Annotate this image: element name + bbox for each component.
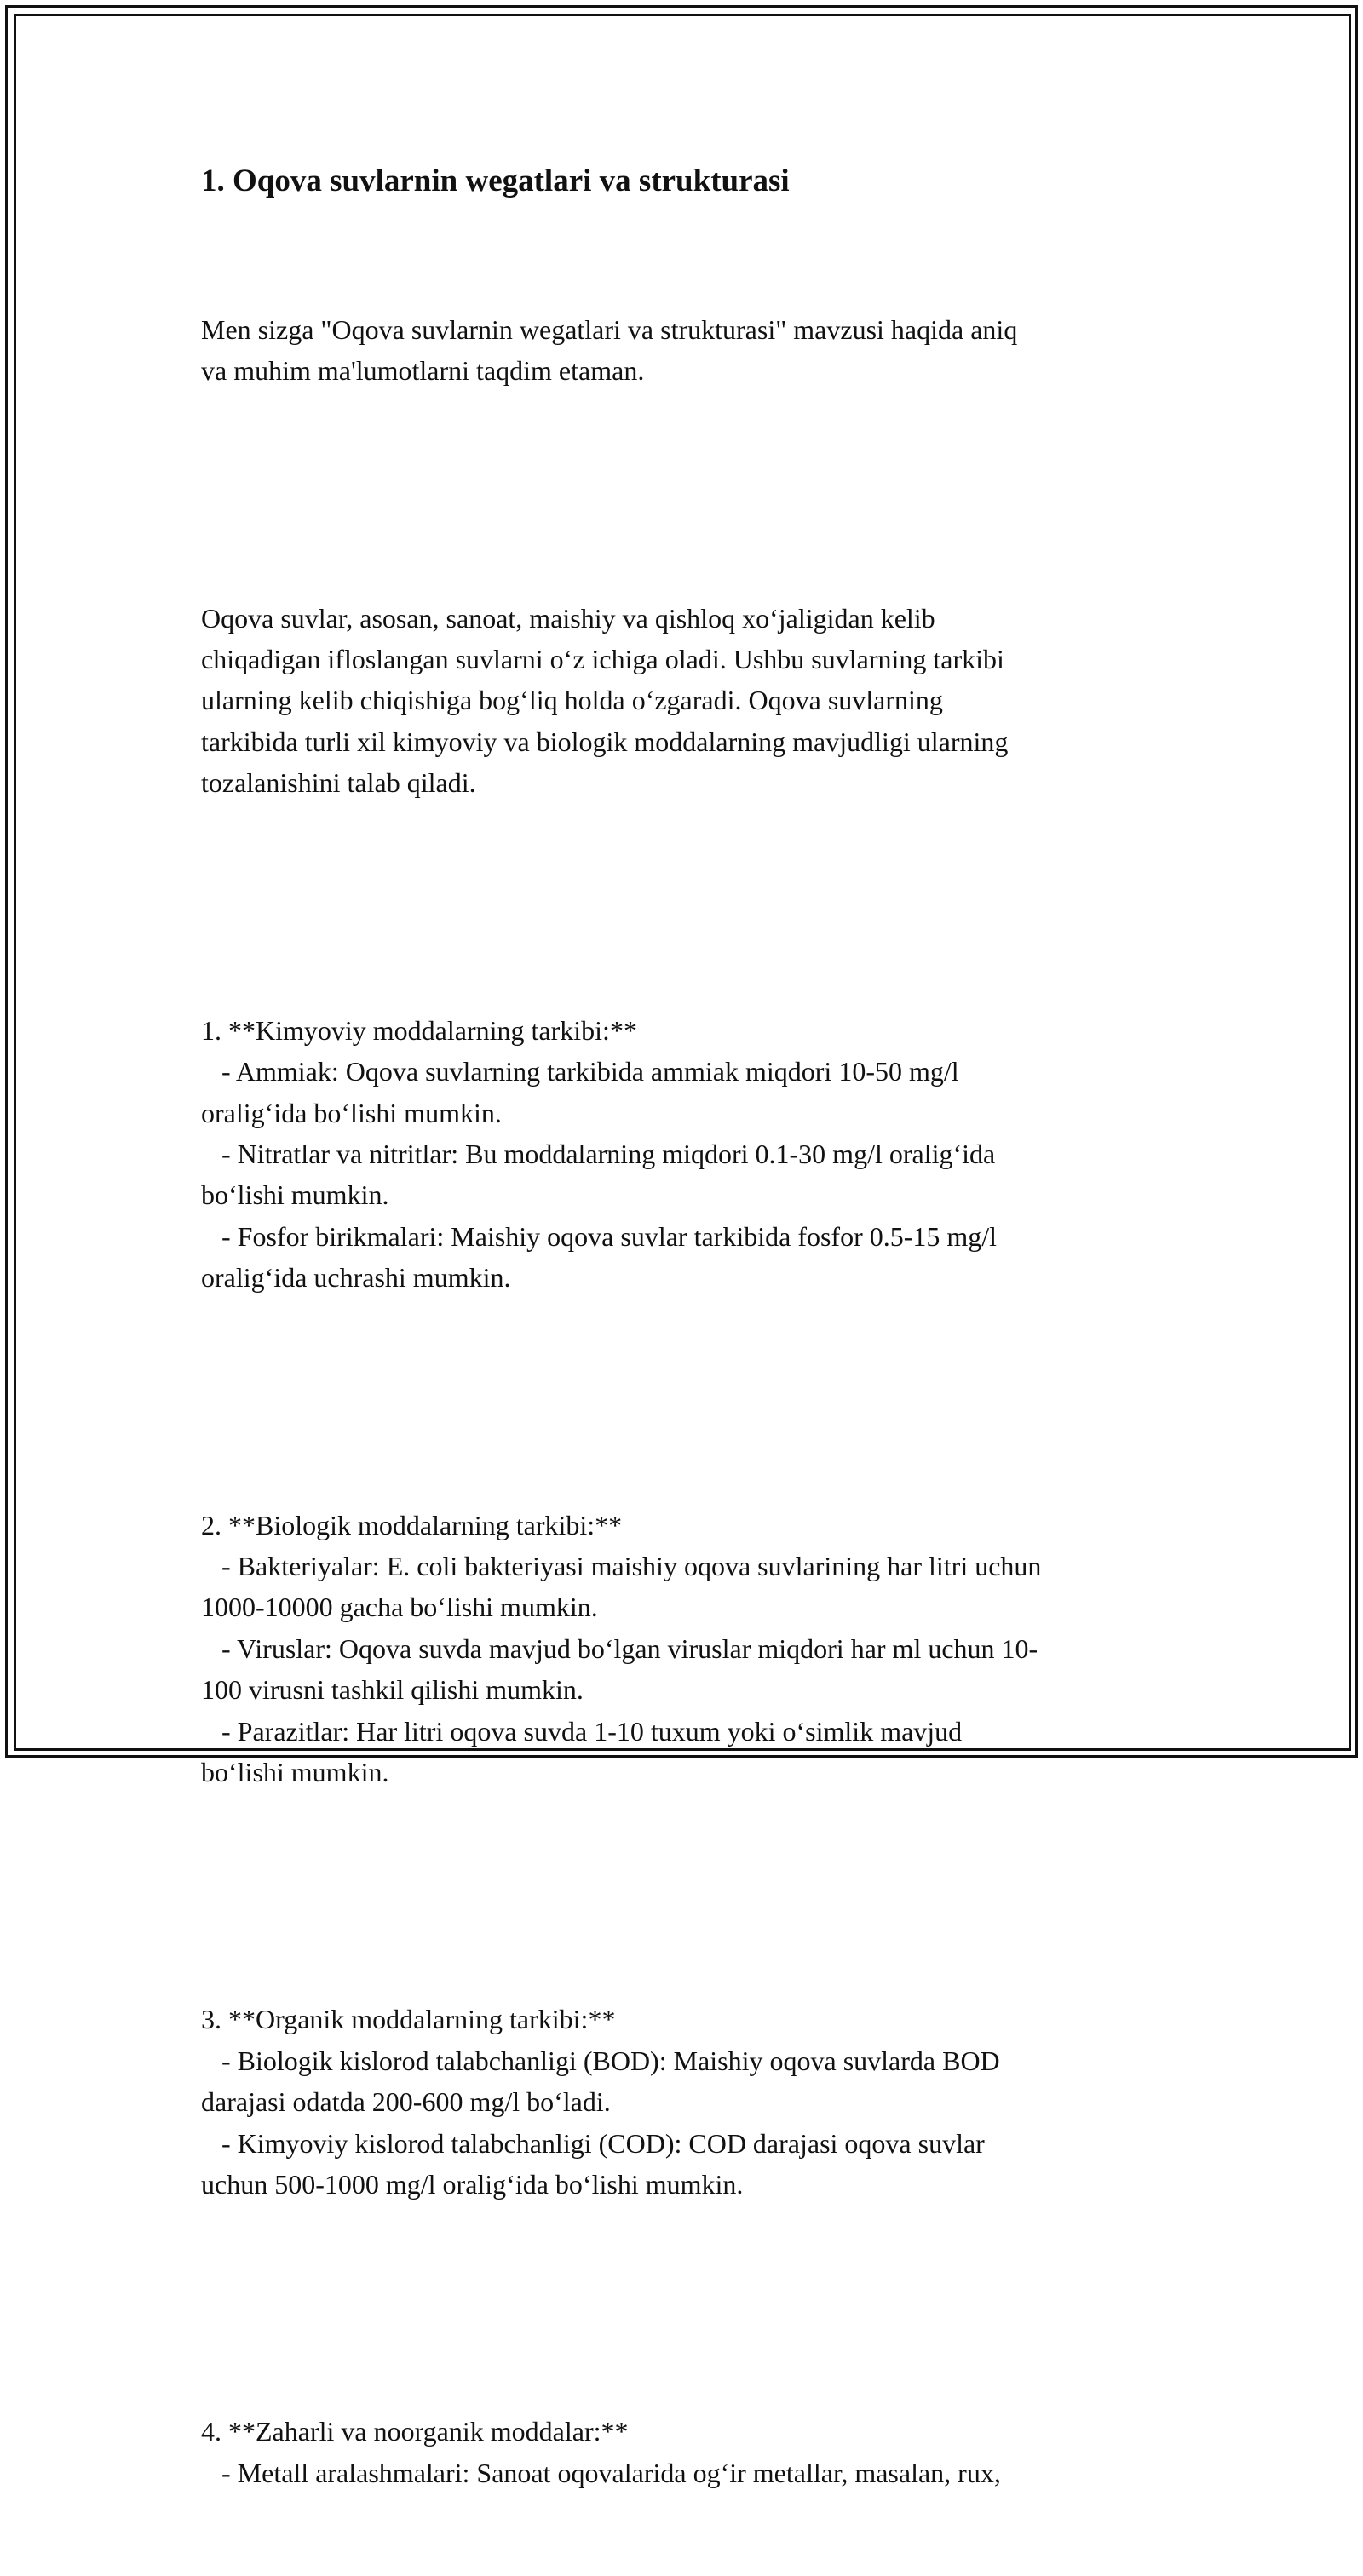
text-line: 100 virusni tashkil qilishi mumkin. (201, 1674, 584, 1706)
section-chemical (201, 927, 1181, 1380)
text-line: darajasi odatda 200-600 mg/l bo‘ladi. (201, 2086, 611, 2118)
text-line: ularning kelib chiqishiga bog‘liq holda o‘zgaradi. Oqova suvlarning (201, 685, 943, 716)
text-line: uchun 500-1000 mg/l oralig‘ida bo‘lishi mumkin. (201, 2169, 744, 2200)
section-toxic (201, 2329, 1181, 2576)
text-line: oralig‘ida uchrashi mumkin. (201, 1262, 511, 1294)
text-line: tozalanishini talab qiladi. (201, 767, 476, 799)
paragraph-gap (201, 473, 1181, 514)
paragraph-gap (201, 1875, 1181, 1916)
text-line: 1000-10000 gacha bo‘lishi mumkin. (201, 1592, 598, 1623)
text-line: oralig‘ida bo‘lishi mumkin. (201, 1097, 502, 1128)
text-line: - Metall aralashmalari: Sanoat oqovalarida og‘ir metallar, masalan, rux, (201, 2457, 1001, 2488)
section-heading: 1. **Kimyoviy moddalarning tarkibi:** (201, 1014, 637, 1046)
text-line: bo‘lishi mumkin. (201, 1179, 389, 1211)
text-line: bo‘lishi mumkin. (201, 1756, 389, 1787)
text-line: Men sizga "Oqova suvlarnin wegatlari va strukturasi" mavzusi haqida aniq (201, 313, 1018, 345)
document-page (201, 158, 1181, 2576)
paragraph-gap (201, 1380, 1181, 1421)
section-biological (201, 1422, 1181, 1875)
text-line: - Nitratlar va nitritlar: Bu moddalarning miqdori 0.1-30 mg/l oralig‘ida (201, 1138, 996, 1169)
text-line: chiqadigan ifloslangan suvlarni o‘z ichiga oladi. Ushbu suvlarning tarkibi (201, 644, 1004, 675)
text-line: Oqova suvlar, asosan, sanoat, maishiy va qishloq xo‘jaligidan kelib (201, 602, 935, 634)
text-line: - Parazitlar: Har litri oqova suvda 1-10 tuxum yoki o‘simlik mavjud (201, 1715, 963, 1747)
section-heading: 3. **Organik moddalarning tarkibi:** (201, 2004, 616, 2035)
overview-paragraph (201, 515, 1181, 886)
section-heading: 2. **Biologik moddalarning tarkibi:** (201, 1509, 623, 1540)
paragraph-gap (201, 886, 1181, 927)
text-line: - Bakteriyalar: E. coli bakteriyasi maishiy oqova suvlarining har litri uchun (201, 1550, 1042, 1581)
text-line: - Fosfor birikmalari: Maishiy oqova suvlar tarkibida fosfor 0.5-15 mg/l (201, 1220, 998, 1252)
text-line: - Biologik kislorod talabchanligi (BOD): Maishiy oqova suvlarda BOD (201, 2045, 1000, 2076)
paragraph-gap (201, 2287, 1181, 2328)
section-heading: 4. **Zaharli va noorganik moddalar:** (201, 2416, 629, 2447)
text-line: tarkibida turli xil kimyoviy va biologik moddalarning mavjudligi ularning (201, 726, 1009, 757)
text-line: - Ammiak: Oqova suvlarning tarkibida ammiak miqdori 10-50 mg/l (201, 1056, 959, 1087)
text-line: va muhim ma'lumotlarni taqdim etaman. (201, 355, 645, 387)
section-organic (201, 1917, 1181, 2288)
intro-paragraph (201, 227, 1181, 473)
text-line: - Viruslar: Oqova suvda mavjud bo‘lgan viruslar miqdori har ml uchun 10- (201, 1632, 1038, 1664)
document-body (201, 227, 1181, 2576)
document-title: 1. Oqova suvlarnin wegatlari va strukturasi (201, 164, 790, 198)
text-line: - Kimyoviy kislorod talabchanligi (COD): COD darajasi oqova suvlar (201, 2127, 985, 2159)
